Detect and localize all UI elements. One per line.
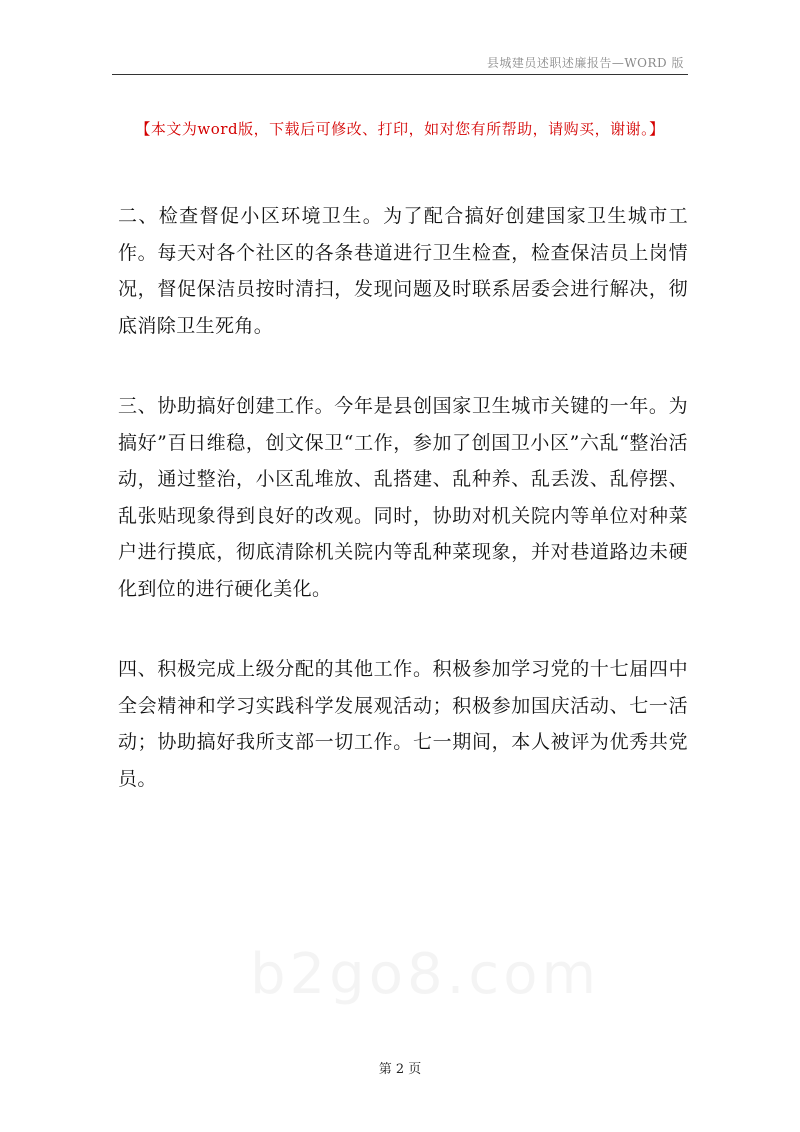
page-header [112,52,688,75]
paragraph-3: 三、协助搞好创建工作。今年是县创国家卫生城市关键的一年。为搞好”百日维稳，创文保卫“工作，参加了创国卫小区”六乱“整治活动，通过整治，小区乱堆放、乱搭建、乱种养、乱丢泼、乱停摆、乱张贴现象得到良好的改观。同时，协助对机关院内等单位对种菜户进行摸底，彻底清除机关院内等乱种菜现象，并对巷道路边未硬化到位的进行硬化美化。 [118,395,688,600]
page-number: 第 2 页 [378,1062,422,1077]
header-title: 县城建员述职述廉报告—WORD 版 [486,56,684,70]
purchase-notice: 【本文为word版，下载后可修改、打印，如对您有所帮助，请购买，谢谢。】 [135,120,665,138]
paragraph-4: 四、积极完成上级分配的其他工作。积极参加学习党的十七届四中全会精神和学习实践科学发展观活动；积极参加国庆活动、七一活动；协助搞好我所支部一切工作。七一期间，本人被评为优秀共党员。 [118,658,688,790]
paragraph-2: 二、检查督促小区环境卫生。为了配合搞好创建国家卫生城市工作。每天对各个社区的各条巷道进行卫生检查，检查保洁员上岗情况，督促保洁员按时清扫，发现问题及时联系居委会进行解决，彻底消除卫生死角。 [118,205,688,337]
document-body [118,198,688,841]
watermark [250,942,550,1007]
